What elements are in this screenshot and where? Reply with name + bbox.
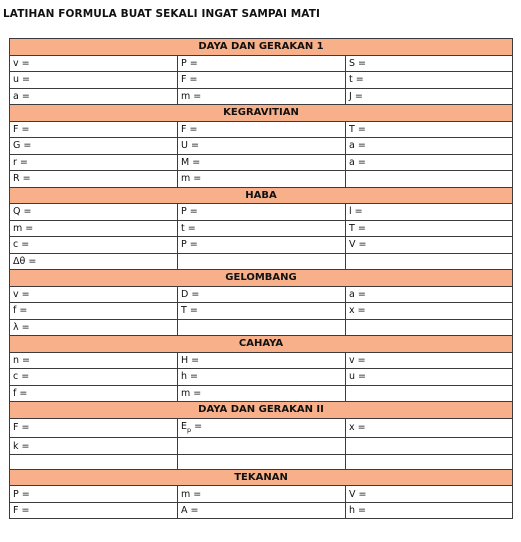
formula-cell[interactable]: r = xyxy=(10,154,178,171)
formula-cell[interactable]: T = xyxy=(346,121,513,138)
formula-cell[interactable]: F = xyxy=(10,418,178,438)
section-header-row xyxy=(10,270,513,287)
formula-cell[interactable]: v = xyxy=(10,55,178,72)
formula-row xyxy=(10,352,513,369)
formula-cell[interactable]: J = xyxy=(346,88,513,105)
formula-cell[interactable]: m = xyxy=(178,385,346,402)
formula-cell[interactable]: x = xyxy=(346,418,513,438)
formula-cell[interactable]: f = xyxy=(10,303,178,320)
section-heading: GELOMBANG xyxy=(10,270,513,287)
formula-row xyxy=(10,286,513,303)
formula-cell[interactable]: l = xyxy=(346,204,513,221)
formula-cell[interactable]: a = xyxy=(346,154,513,171)
formula-cell[interactable]: V = xyxy=(346,237,513,254)
formula-row xyxy=(10,237,513,254)
section-heading: TEKANAN xyxy=(10,469,513,486)
formula-row xyxy=(10,154,513,171)
formula-cell[interactable]: Δθ = xyxy=(10,253,178,270)
formula-cell[interactable]: n = xyxy=(10,352,178,369)
formula-cell[interactable]: u = xyxy=(10,72,178,89)
formula-cell[interactable]: h = xyxy=(178,369,346,386)
formula-cell[interactable]: f = xyxy=(10,385,178,402)
formula-cell[interactable]: M = xyxy=(178,154,346,171)
section-heading: CAHAYA xyxy=(10,336,513,353)
formula-cell[interactable]: Q = xyxy=(10,204,178,221)
formula-cell[interactable] xyxy=(178,438,346,455)
formula-cell[interactable]: c = xyxy=(10,369,178,386)
formula-cell[interactable] xyxy=(178,454,346,469)
formula-cell[interactable]: c = xyxy=(10,237,178,254)
formula-cell[interactable]: D = xyxy=(178,286,346,303)
section-header-row xyxy=(10,105,513,122)
formula-cell[interactable]: P = xyxy=(178,55,346,72)
formula-row xyxy=(10,319,513,336)
formula-cell[interactable]: m = xyxy=(178,171,346,188)
formula-cell[interactable] xyxy=(346,454,513,469)
formula-cell[interactable]: V = xyxy=(346,486,513,503)
formula-cell[interactable]: F = xyxy=(10,502,178,519)
page-title: LATIHAN FORMULA BUAT SEKALI INGAT SAMPAI MATI xyxy=(3,8,320,20)
formula-cell[interactable]: P = xyxy=(178,237,346,254)
formula-row xyxy=(10,72,513,89)
formula-row xyxy=(10,303,513,320)
formula-cell[interactable]: P = xyxy=(178,204,346,221)
formula-cell[interactable]: λ = xyxy=(10,319,178,336)
formula-cell[interactable]: R = xyxy=(10,171,178,188)
formula-cell[interactable]: $E_p$ = xyxy=(178,418,346,438)
formula-cell[interactable]: h = xyxy=(346,502,513,519)
formula-cell[interactable] xyxy=(346,438,513,455)
formula-cell[interactable] xyxy=(346,385,513,402)
formula-cell[interactable]: U = xyxy=(178,138,346,155)
formula-cell[interactable]: a = xyxy=(346,286,513,303)
section-header-row xyxy=(10,402,513,419)
formula-cell[interactable]: m = xyxy=(10,220,178,237)
formula-row xyxy=(10,55,513,72)
formula-cell[interactable] xyxy=(346,253,513,270)
formula-row xyxy=(10,204,513,221)
formula-cell[interactable]: F = xyxy=(178,121,346,138)
formula-cell[interactable]: S = xyxy=(346,55,513,72)
formula-cell[interactable] xyxy=(346,319,513,336)
formula-row xyxy=(10,88,513,105)
formula-row xyxy=(10,438,513,455)
section-heading: DAYA DAN GERAKAN II xyxy=(10,402,513,419)
formula-cell[interactable]: F = xyxy=(178,72,346,89)
section-heading: HABA xyxy=(10,187,513,204)
formula-row xyxy=(10,138,513,155)
formula-cell[interactable]: v = xyxy=(346,352,513,369)
formula-cell[interactable]: G = xyxy=(10,138,178,155)
formula-cell[interactable]: F = xyxy=(10,121,178,138)
formula-cell[interactable]: v = xyxy=(10,286,178,303)
formula-row xyxy=(10,502,513,519)
section-header-row xyxy=(10,336,513,353)
formula-cell[interactable]: k = xyxy=(10,438,178,455)
formula-cell[interactable]: a = xyxy=(346,138,513,155)
section-header-row xyxy=(10,187,513,204)
formula-row xyxy=(10,171,513,188)
formula-row xyxy=(10,121,513,138)
section-header-row xyxy=(10,469,513,486)
formula-cell[interactable]: T = xyxy=(178,303,346,320)
formula-cell[interactable]: u = xyxy=(346,369,513,386)
formula-cell[interactable]: m = xyxy=(178,486,346,503)
formula-cell[interactable] xyxy=(178,319,346,336)
formula-cell[interactable] xyxy=(178,253,346,270)
formula-row xyxy=(10,486,513,503)
formula-row xyxy=(10,385,513,402)
formula-cell[interactable] xyxy=(346,171,513,188)
formula-cell[interactable]: x = xyxy=(346,303,513,320)
formula-row xyxy=(10,418,513,438)
section-header-row xyxy=(10,39,513,56)
formula-cell[interactable]: t = xyxy=(178,220,346,237)
formula-cell[interactable]: t = xyxy=(346,72,513,89)
formula-row xyxy=(10,454,513,469)
formula-cell[interactable] xyxy=(10,454,178,469)
formula-cell[interactable]: T = xyxy=(346,220,513,237)
formula-row xyxy=(10,220,513,237)
formula-cell[interactable]: m = xyxy=(178,88,346,105)
formula-cell[interactable]: H = xyxy=(178,352,346,369)
formula-cell[interactable]: A = xyxy=(178,502,346,519)
formula-table xyxy=(9,38,513,519)
section-heading: DAYA DAN GERAKAN 1 xyxy=(10,39,513,56)
section-heading: KEGRAVITIAN xyxy=(10,105,513,122)
formula-row xyxy=(10,253,513,270)
formula-cell[interactable]: a = xyxy=(10,88,178,105)
formula-cell[interactable]: P = xyxy=(10,486,178,503)
formula-row xyxy=(10,369,513,386)
